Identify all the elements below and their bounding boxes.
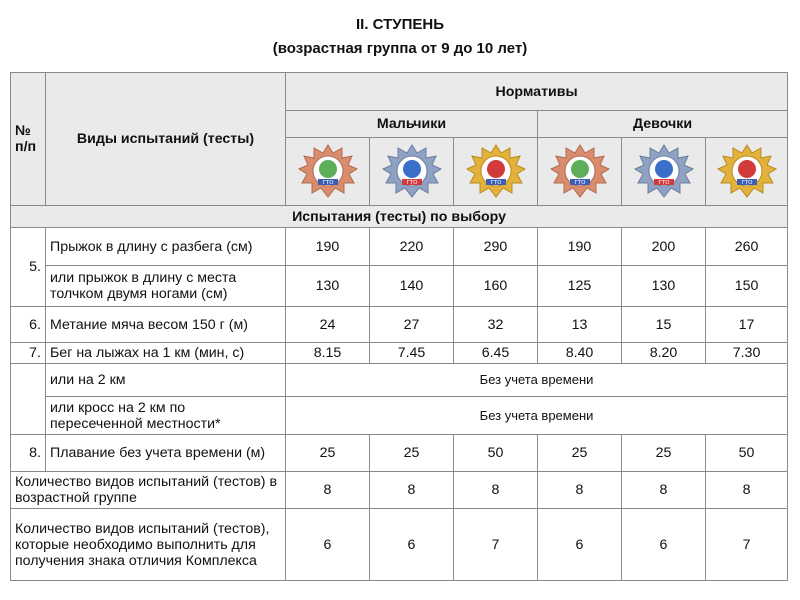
total-tests-label: Количество видов испытаний (тестов) в возрастной группе xyxy=(11,472,286,509)
silver-badge-icon xyxy=(381,143,443,201)
bronze-badge-icon xyxy=(297,143,359,201)
test-label: или прыжок в длину с места толчком двумя ногами (см) xyxy=(46,266,286,307)
silver-badge-icon xyxy=(633,143,695,201)
girls-silver-badge-cell xyxy=(622,138,706,206)
value-cell: 32 xyxy=(454,307,538,343)
boys-silver-badge-cell xyxy=(370,138,454,206)
value-cell: 25 xyxy=(370,435,454,472)
value-cell: 8 xyxy=(454,472,538,509)
value-cell: 13 xyxy=(538,307,622,343)
value-cell: 6 xyxy=(286,509,370,581)
value-cell: 6 xyxy=(622,509,706,581)
value-cell: 27 xyxy=(370,307,454,343)
page-title: II. СТУПЕНЬ xyxy=(355,16,445,33)
table-row xyxy=(11,509,788,581)
svg-text:ГТО: ГТО xyxy=(657,179,670,186)
test-label: или на 2 км xyxy=(46,364,286,397)
test-label: Плавание без учета времени (м) xyxy=(46,435,286,472)
table-row xyxy=(11,343,788,364)
table-row xyxy=(11,364,788,397)
table-row xyxy=(11,472,788,509)
svg-text:ГТО: ГТО xyxy=(405,179,418,186)
girls-bronze-badge-cell xyxy=(538,138,622,206)
value-cell: 8.20 xyxy=(622,343,706,364)
value-cell: 8 xyxy=(370,472,454,509)
table-row xyxy=(11,435,788,472)
table-row xyxy=(11,307,788,343)
value-cell: 8 xyxy=(706,472,788,509)
value-cell: 8 xyxy=(286,472,370,509)
value-cell: 125 xyxy=(538,266,622,307)
row-num xyxy=(11,364,46,435)
no-time-cell: Без учета времени xyxy=(286,397,788,435)
gold-badge-icon xyxy=(716,143,778,201)
value-cell: 7 xyxy=(454,509,538,581)
table-row xyxy=(11,266,788,307)
value-cell: 140 xyxy=(370,266,454,307)
svg-text:ГТО: ГТО xyxy=(321,179,334,186)
value-cell: 150 xyxy=(706,266,788,307)
value-cell: 24 xyxy=(286,307,370,343)
svg-text:ГТО: ГТО xyxy=(741,179,753,186)
value-cell: 7.30 xyxy=(706,343,788,364)
value-cell: 130 xyxy=(622,266,706,307)
value-cell: 6 xyxy=(370,509,454,581)
header-num: № п/п xyxy=(11,73,46,206)
test-label: Метание мяча весом 150 г (м) xyxy=(46,307,286,343)
value-cell: 6.45 xyxy=(454,343,538,364)
value-cell: 260 xyxy=(706,228,788,266)
girls-gold-badge-cell xyxy=(706,138,788,206)
value-cell: 220 xyxy=(370,228,454,266)
value-cell: 17 xyxy=(706,307,788,343)
value-cell: 7.45 xyxy=(370,343,454,364)
boys-bronze-badge-cell xyxy=(286,138,370,206)
value-cell: 190 xyxy=(538,228,622,266)
header-tests: Виды испытаний (тесты) xyxy=(46,73,286,206)
no-time-cell: Без учета времени xyxy=(286,364,788,397)
value-cell: 50 xyxy=(706,435,788,472)
row-num: 8. xyxy=(11,435,46,472)
value-cell: 130 xyxy=(286,266,370,307)
value-cell: 25 xyxy=(622,435,706,472)
bronze-badge-icon xyxy=(549,143,611,201)
value-cell: 25 xyxy=(286,435,370,472)
value-cell: 8.40 xyxy=(538,343,622,364)
page-subtitle: (возрастная группа от 9 до 10 лет) xyxy=(272,40,528,57)
value-cell: 7 xyxy=(706,509,788,581)
test-label: Бег на лыжах на 1 км (мин, с) xyxy=(46,343,286,364)
normatives-table xyxy=(10,72,788,581)
value-cell: 8.15 xyxy=(286,343,370,364)
value-cell: 200 xyxy=(622,228,706,266)
value-cell: 15 xyxy=(622,307,706,343)
table-row xyxy=(11,228,788,266)
row-num: 5. xyxy=(11,228,46,307)
value-cell: 6 xyxy=(538,509,622,581)
value-cell: 8 xyxy=(538,472,622,509)
value-cell: 190 xyxy=(286,228,370,266)
value-cell: 290 xyxy=(454,228,538,266)
section-header: Испытания (тесты) по выбору xyxy=(11,206,788,228)
test-label: или кросс на 2 км по пересеченной местности* xyxy=(46,397,286,435)
svg-text:ГТО: ГТО xyxy=(573,179,586,186)
table-row xyxy=(11,397,788,435)
boys-gold-badge-cell xyxy=(454,138,538,206)
row-num: 6. xyxy=(11,307,46,343)
value-cell: 25 xyxy=(538,435,622,472)
value-cell: 50 xyxy=(454,435,538,472)
value-cell: 8 xyxy=(622,472,706,509)
header-girls: Девочки xyxy=(538,111,788,138)
header-normatives: Нормативы xyxy=(286,73,788,111)
value-cell: 160 xyxy=(454,266,538,307)
required-tests-label: Количество видов испытаний (тестов), которые необходимо выполнить для получения знака отличия Комплекса xyxy=(11,509,286,581)
svg-text:ГТО: ГТО xyxy=(489,179,502,186)
test-label: Прыжок в длину с разбега (см) xyxy=(46,228,286,266)
gold-badge-icon xyxy=(465,143,527,201)
header-boys: Мальчики xyxy=(286,111,538,138)
row-num: 7. xyxy=(11,343,46,364)
